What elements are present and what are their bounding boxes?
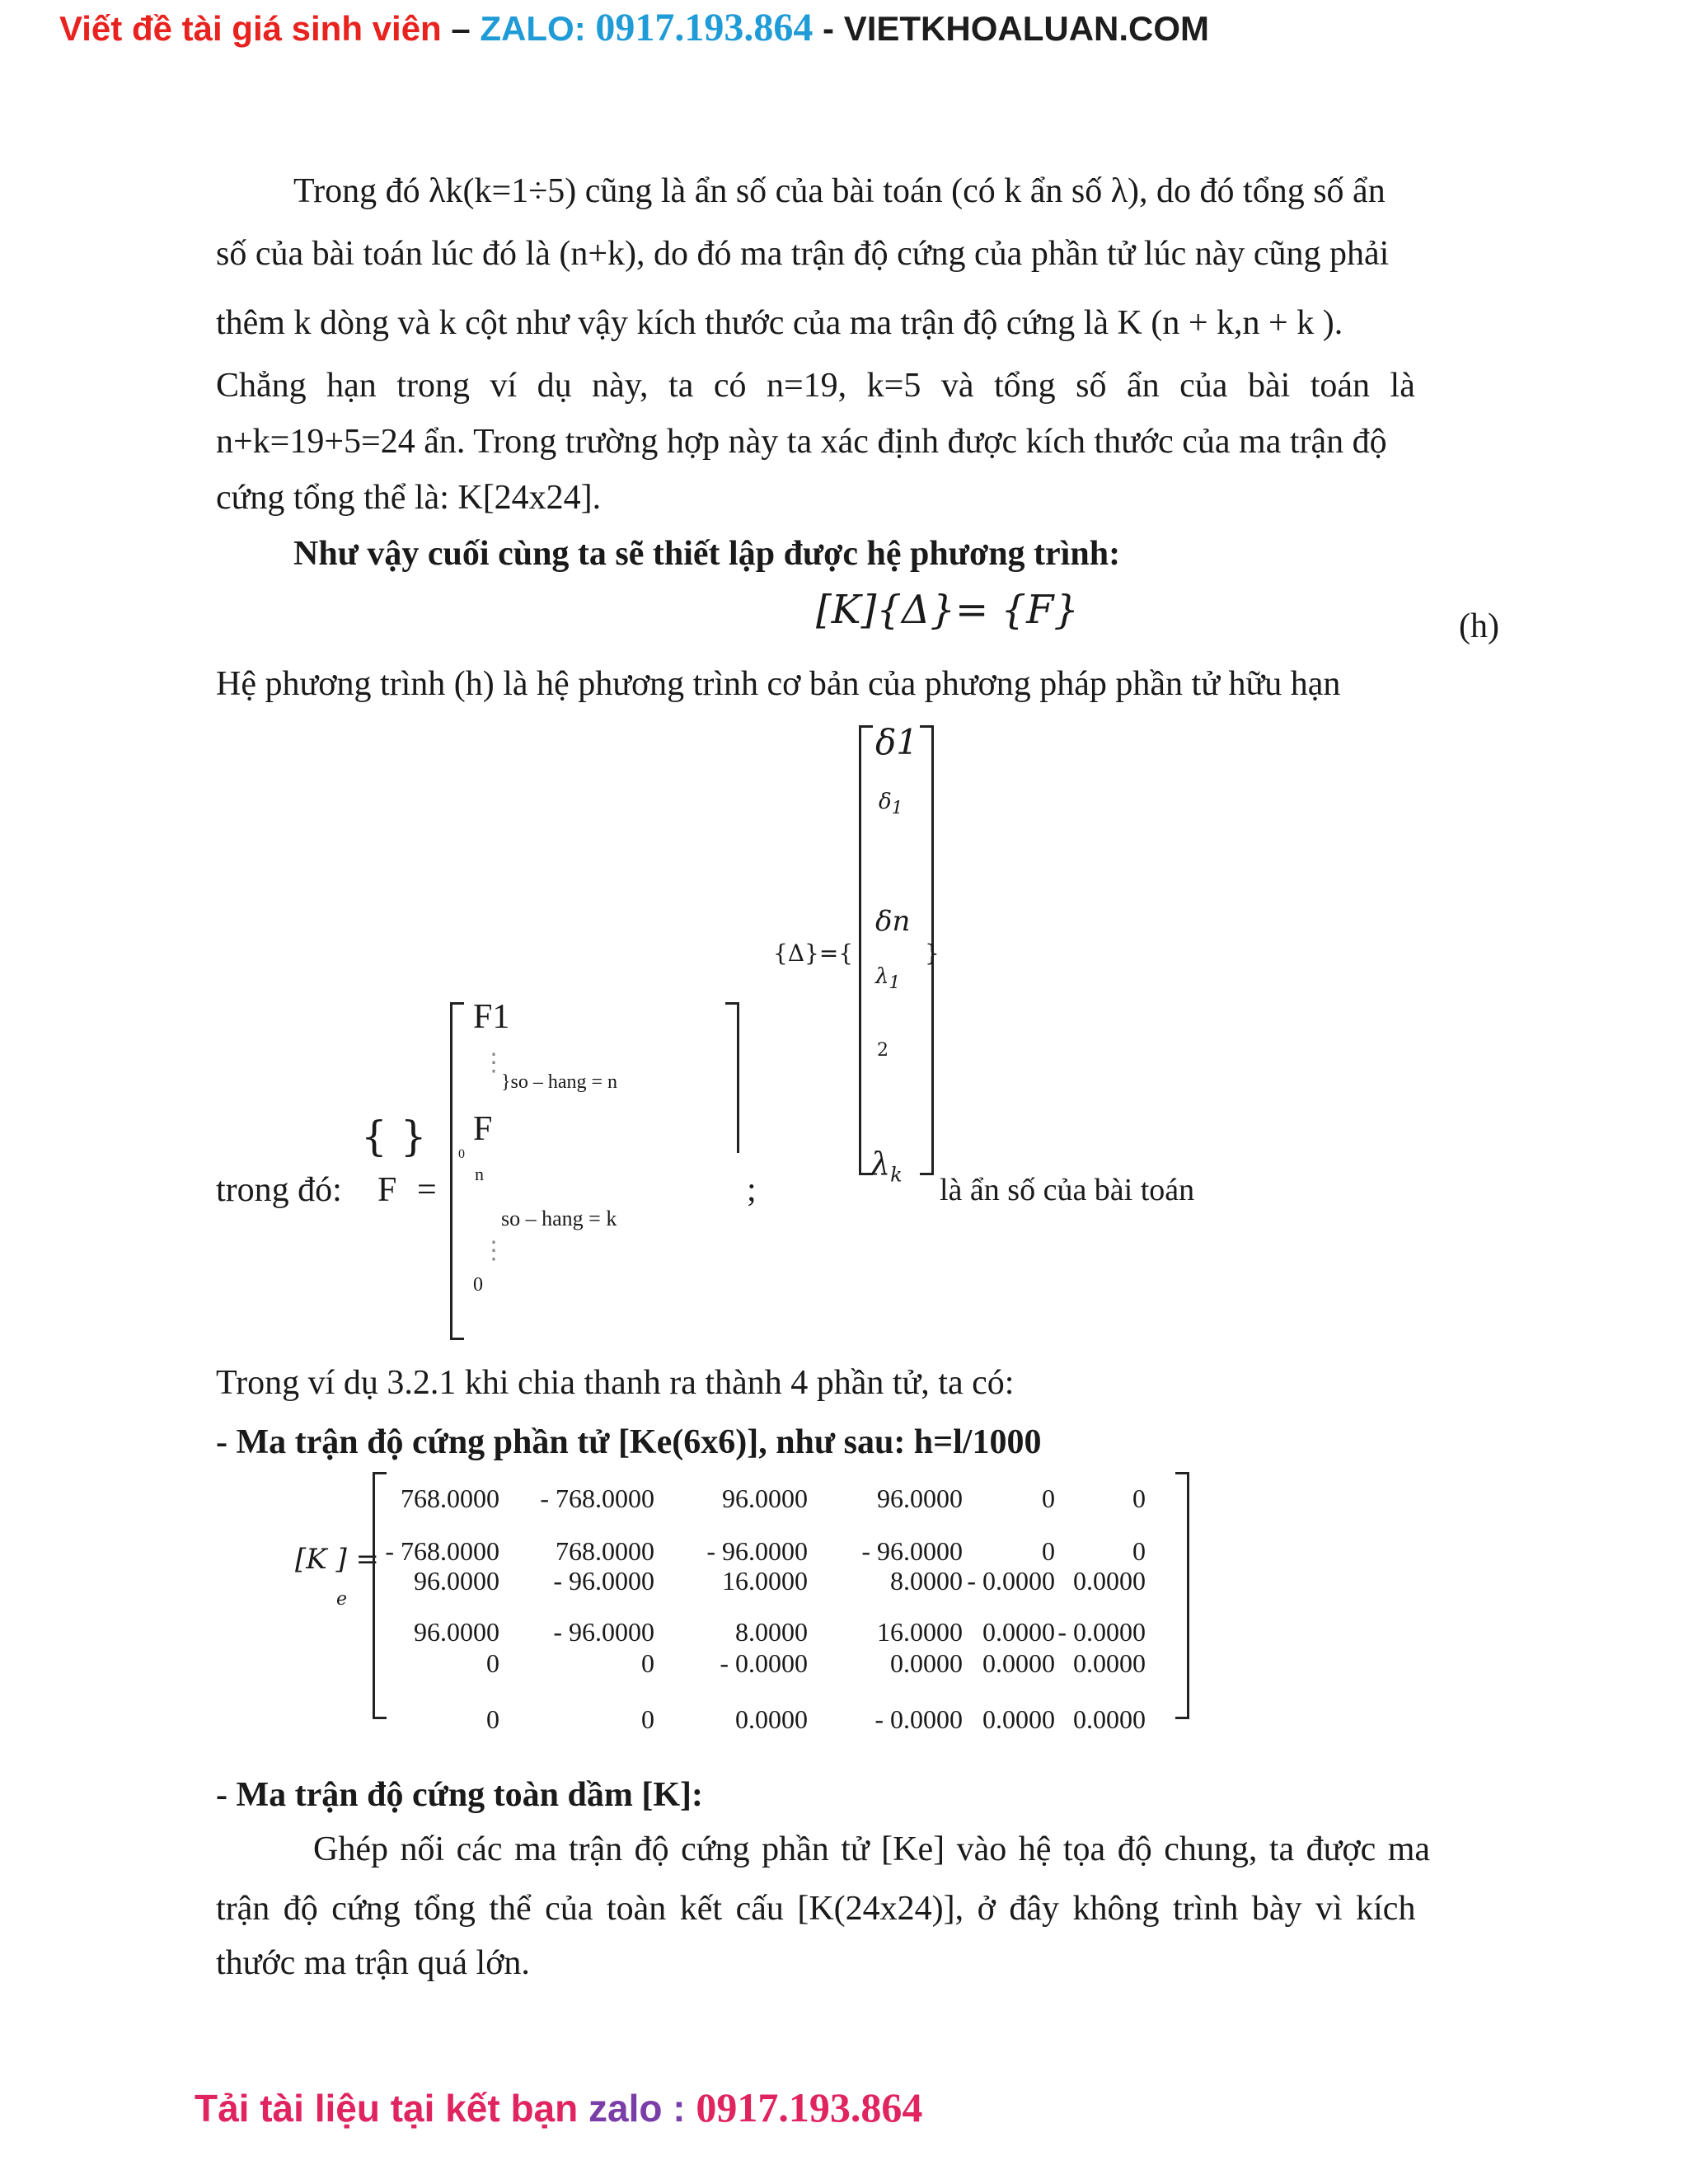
matrix-cell: 0	[1132, 1536, 1146, 1566]
matrix-cell: 96.0000	[414, 1617, 499, 1647]
delta-l1-sym: λ	[875, 964, 889, 989]
delta-l1	[875, 964, 900, 993]
header-site-link[interactable]: VIETKHOALUAN.COM	[843, 9, 1210, 48]
delta-lk-sym: λ	[870, 1146, 891, 1182]
matrix-cell: - 768.0000	[385, 1536, 499, 1566]
para2: Hệ phương trình (h) là hệ phương trình cơ bản của phương pháp phần tử hữu hạn	[216, 665, 1341, 703]
f-f1: F1	[473, 998, 510, 1036]
header-dash-2: -	[813, 9, 844, 48]
ke-subscript: e	[336, 1589, 348, 1610]
header-text: Viết đề tài giá sinh viên	[59, 9, 442, 48]
f-right-bracket	[725, 1002, 739, 1153]
matrix-cell: 0.0000	[735, 1704, 808, 1734]
matrix-cell: - 0.0000	[967, 1566, 1055, 1596]
matrix-cell: 768.0000	[556, 1536, 654, 1566]
ke-right-bracket	[1175, 1472, 1189, 1719]
footer-zalo: zalo :	[588, 2087, 696, 2130]
matrix-cell: 0.0000	[1073, 1648, 1146, 1678]
delta-d1b-sub: 1	[891, 798, 903, 819]
delta-lk	[870, 1146, 903, 1187]
bold-heading-ke: - Ma trận độ cứng phần tử [Ke(6x6)], như sau: h=l/1000	[216, 1423, 1042, 1461]
matrix-cell: 0.0000	[890, 1648, 963, 1678]
matrix-cell: - 0.0000	[1057, 1617, 1146, 1647]
matrix-cell: 0	[641, 1648, 654, 1678]
equation-label: (h)	[1459, 607, 1499, 645]
para1-line4: Chẳng hạn trong ví dụ này, ta có n=19, k=5 và tổng số ẩn của bài toán là	[216, 367, 1415, 405]
delta-lhs: {Δ}={	[773, 940, 854, 967]
footer-text: Tải tài liệu tại kết bạn	[195, 2087, 589, 2130]
delta-left-bracket	[859, 725, 873, 1175]
footer-banner	[195, 2083, 922, 2131]
matrix-cell: 0.0000	[1073, 1704, 1146, 1734]
f-dots-b: ⋮	[481, 1236, 506, 1265]
f-equals: =	[417, 1171, 437, 1209]
matrix-cell: 0	[486, 1704, 499, 1734]
equation-h: [K]{Δ}= {F}	[816, 587, 1079, 633]
delta-lk-sub: k	[890, 1163, 903, 1187]
header-phone[interactable]: 0917.193.864	[595, 6, 814, 49]
matrix-cell: - 768.0000	[540, 1483, 654, 1513]
matrix-cell: 0	[486, 1648, 499, 1678]
matrix-cell: - 96.0000	[553, 1617, 654, 1647]
para4-line1: Ghép nối các ma trận độ cứng phần tử [Ke] vào hệ tọa độ chung, ta được ma	[313, 1830, 1431, 1868]
matrix-cell: - 96.0000	[553, 1566, 654, 1596]
f-so-hang-n: }so – hang = n	[501, 1071, 618, 1093]
matrix-cell: 96.0000	[722, 1483, 808, 1513]
para1-line1: Trong đó λk(k=1÷5) cũng là ẩn số của bài toán (có k ẩn số λ), do đó tổng số ẩn	[293, 172, 1386, 210]
f-dots-a: ⋮	[481, 1048, 506, 1077]
para1-line3: thêm k dòng và k cột như vậy kích thước của ma trận độ cứng là K (n + k,n + k ).	[216, 304, 1343, 342]
matrix-cell: 0.0000	[982, 1704, 1055, 1734]
matrix-cell: 0	[1132, 1483, 1146, 1513]
matrix-cell: 0.0000	[1073, 1566, 1146, 1596]
matrix-cell: - 96.0000	[706, 1536, 808, 1566]
delta-l2: 2	[877, 1040, 889, 1061]
f-zero-b: 0	[473, 1274, 483, 1296]
footer-phone[interactable]: 0917.193.864	[696, 2084, 923, 2130]
matrix-cell: 0.0000	[982, 1648, 1055, 1678]
bold-heading-k-global: - Ma trận độ cứng toàn dầm [K]:	[216, 1776, 703, 1814]
f-left-bracket	[450, 1002, 464, 1340]
matrix-cell: 96.0000	[414, 1566, 499, 1596]
matrix-cell: 0	[1042, 1483, 1055, 1513]
header-dash: –	[441, 9, 481, 48]
f-symbol: F	[377, 1171, 397, 1209]
f-zero-a: 0	[458, 1147, 465, 1161]
matrix-cell: 96.0000	[877, 1483, 963, 1513]
f-fn: F	[473, 1110, 493, 1148]
matrix-cell: 8.0000	[890, 1566, 963, 1596]
delta-description: là ẩn số của bài toán	[940, 1173, 1195, 1207]
header-banner	[59, 3, 1209, 53]
ke-label: [K ] =	[295, 1543, 380, 1576]
matrix-cell: 768.0000	[401, 1483, 499, 1513]
delta-dn: δn	[875, 905, 911, 938]
delta-d1b-sym: δ	[879, 790, 892, 814]
matrix-cell: - 0.0000	[720, 1648, 808, 1678]
matrix-cell: 8.0000	[735, 1617, 808, 1647]
para1-line6: cứng tổng thể là: K[24x24].	[216, 479, 602, 517]
f-braces: { }	[361, 1113, 427, 1160]
delta-d1: δ1	[875, 722, 919, 762]
f-so-hang-k: so – hang = k	[501, 1207, 617, 1230]
delta-close: }	[925, 940, 940, 967]
para4-line3: thước ma trận quá lớn.	[216, 1944, 530, 1982]
para4-line2: trận độ cứng tổng thể của toàn kết cấu [K(24x24)], ở đây không trình bày vì kích	[216, 1890, 1416, 1928]
matrix-cell: 0	[1042, 1536, 1055, 1566]
f-n-sub: n	[475, 1164, 484, 1184]
f-semicolon: ;	[747, 1171, 757, 1209]
matrix-cell: 0	[641, 1704, 654, 1734]
bold-heading-system: Như vậy cuối cùng ta sẽ thiết lập được hệ phương trình:	[293, 535, 1121, 573]
matrix-cell: 0.0000	[982, 1617, 1055, 1647]
header-zalo: ZALO:	[480, 9, 596, 48]
f-label: trong đó:	[216, 1171, 342, 1209]
delta-d1b	[879, 790, 903, 818]
matrix-cell: - 0.0000	[874, 1704, 963, 1734]
para1-line2: số của bài toán lúc đó là (n+k), do đó ma trận độ cứng của phần tử lúc này cũng phải	[216, 235, 1390, 273]
para1-line5: n+k=19+5=24 ẩn. Trong trường hợp này ta xác định được kích thước của ma trận độ	[216, 423, 1387, 461]
delta-l1-sub: 1	[889, 972, 901, 994]
para3: Trong ví dụ 3.2.1 khi chia thanh ra thành 4 phần tử, ta có:	[216, 1364, 1015, 1402]
matrix-cell: 16.0000	[877, 1617, 963, 1647]
matrix-cell: 16.0000	[722, 1566, 808, 1596]
matrix-cell: - 96.0000	[861, 1536, 963, 1566]
